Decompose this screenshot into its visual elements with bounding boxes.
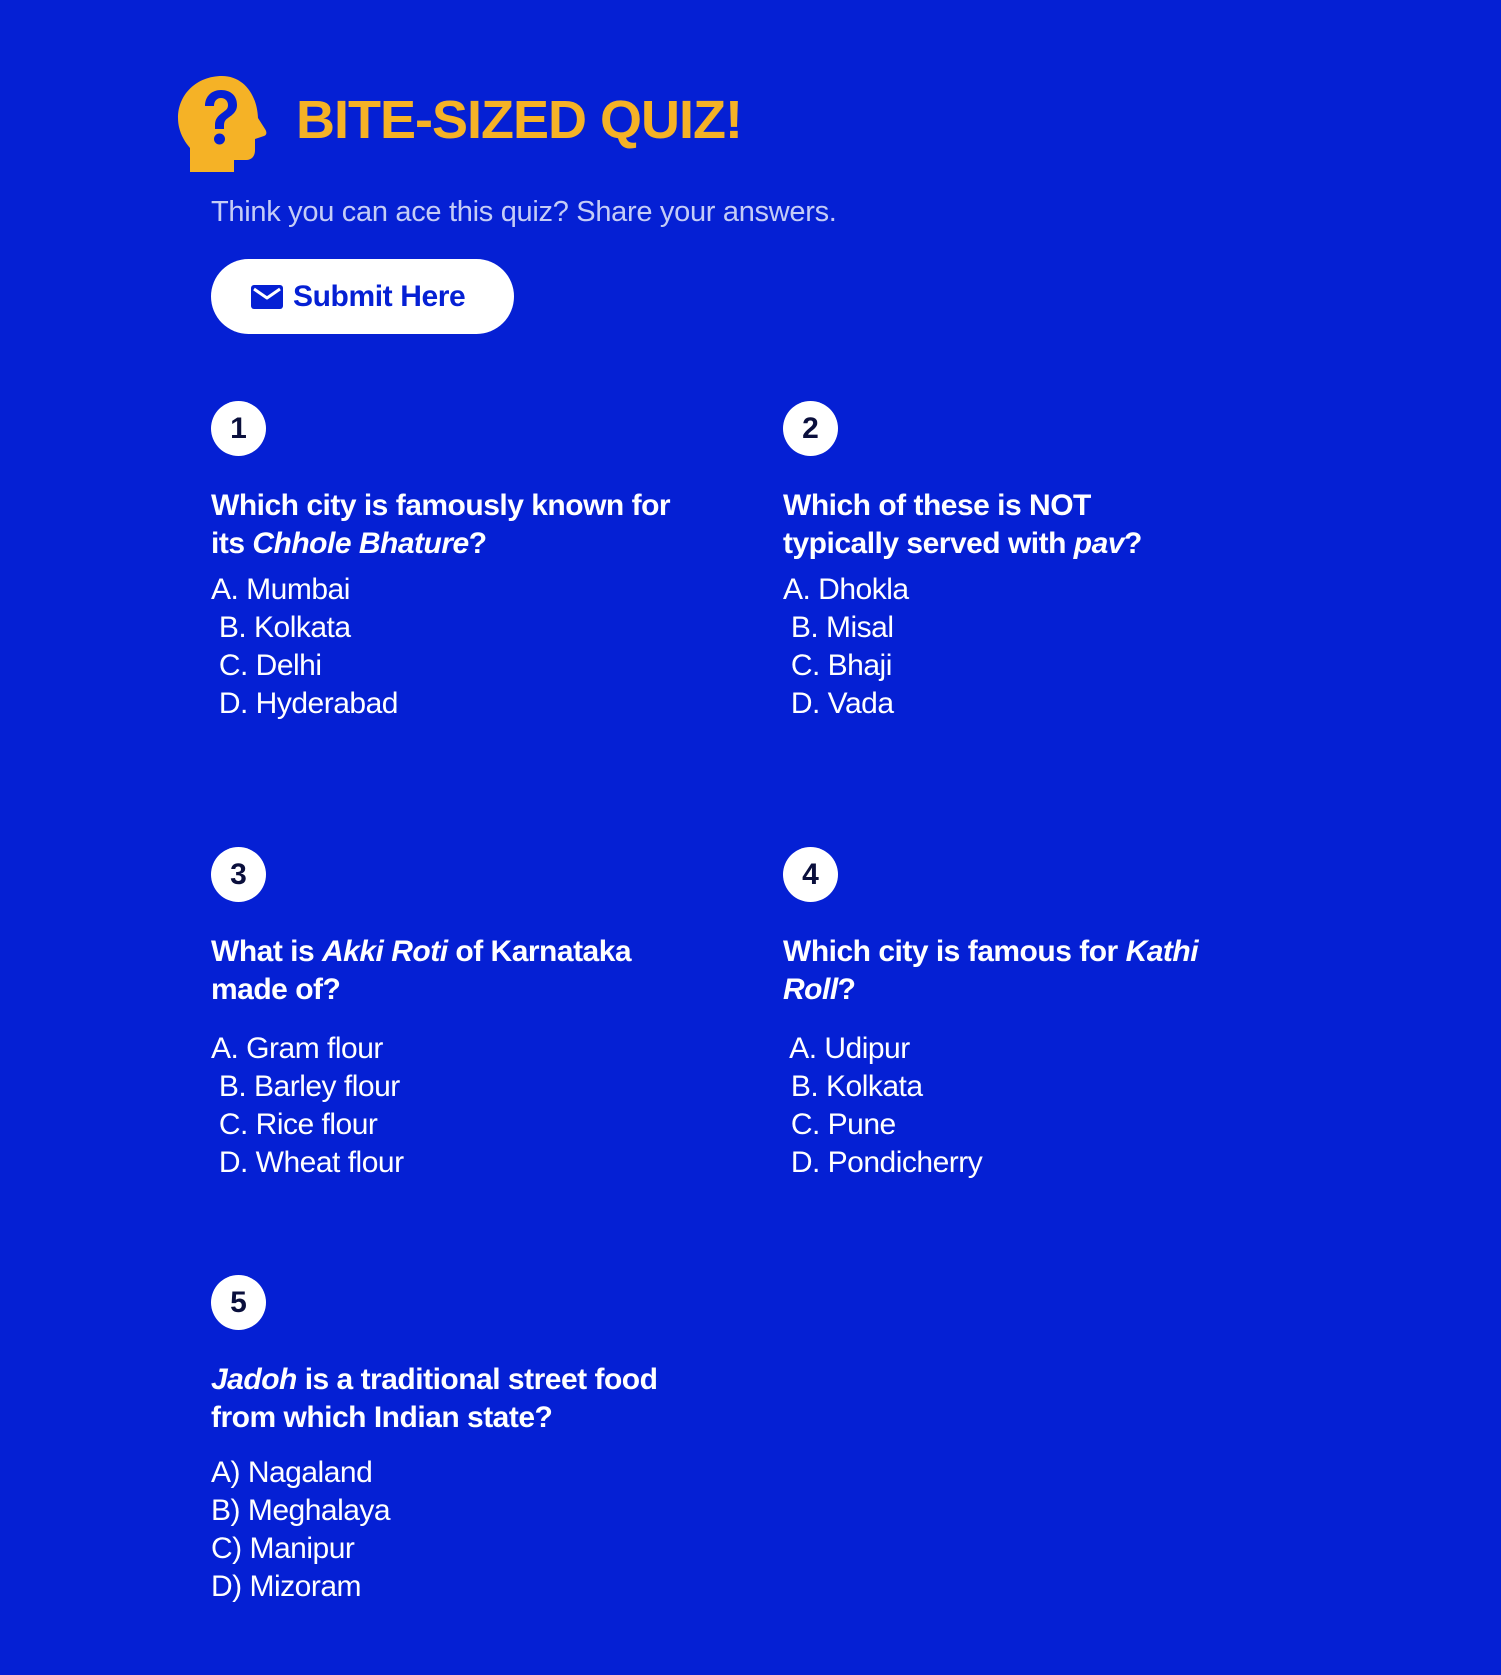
question-card [783,401,1183,723]
option-c: C. Pune [783,1108,896,1141]
options-list [783,571,1183,723]
option-c: C) Manipur [211,1532,355,1565]
option-d: D. Wheat flour [211,1146,404,1179]
option-d: D. Vada [783,687,894,720]
option-d: D. Hyderabad [211,687,398,720]
dish-name: Akki Roti [322,935,448,968]
question-card [211,401,691,723]
dish-name: pav [1073,527,1124,560]
question-text-part: Which city is famous for [783,935,1126,968]
question-text-part: Which city is famously known for its [211,489,671,560]
option-c: C. Rice flour [211,1108,378,1141]
dish-name: Jadoh [211,1363,297,1396]
question-text-part: ? [468,527,487,560]
question-text-part: is a traditional street food from which Indian state? [211,1363,658,1434]
option-b: B. Kolkata [211,611,351,644]
question-text-part: of Karnataka made of? [211,935,632,1006]
question-number-badge: 2 [783,401,838,456]
dish-name: Kathi Roll [783,935,1199,1006]
submit-button-label: Submit Here [293,279,466,313]
question-text [211,487,691,563]
question-head-icon [176,74,268,172]
option-d: D) Mizoram [211,1570,361,1603]
option-a: A. Udipur [783,1032,910,1065]
option-a: A. Mumbai [211,573,350,606]
options-list [211,1454,691,1606]
option-a: A. Gram flour [211,1032,383,1065]
question-text [211,933,671,1009]
mail-icon [251,285,283,309]
options-list [211,571,691,723]
dish-name: Chhole Bhature [252,527,469,560]
question-text [783,933,1213,1009]
question-card [211,847,671,1182]
question-text [783,487,1183,563]
quiz-header [176,74,742,172]
question-card [783,847,1213,1182]
question-text-part: What is [211,935,323,968]
options-list [211,1030,671,1182]
question-card [211,1275,691,1606]
question-number-badge: 5 [211,1275,266,1330]
option-a: A) Nagaland [211,1456,373,1489]
question-text-part: ? [837,973,856,1006]
question-text-part: Which of these is NOT typically served with [783,489,1091,560]
option-b: B. Kolkata [783,1070,923,1103]
option-b: B. Barley flour [211,1070,400,1103]
question-number-badge: 4 [783,847,838,902]
question-number-badge: 3 [211,847,266,902]
question-number-badge: 1 [211,401,266,456]
question-text-part: ? [1124,527,1142,560]
option-b: B) Meghalaya [211,1494,391,1527]
option-a: A. Dhokla [783,573,909,606]
submit-button[interactable] [211,259,514,334]
page-title: BITE-SIZED QUIZ! [296,90,742,150]
options-list [783,1030,1213,1182]
option-c: C. Delhi [211,649,322,682]
question-text [211,1361,691,1437]
option-c: C. Bhaji [783,649,892,682]
subtitle: Think you can ace this quiz? Share your answers. [211,196,837,228]
option-b: B. Misal [783,611,894,644]
option-d: D. Pondicherry [783,1146,983,1179]
